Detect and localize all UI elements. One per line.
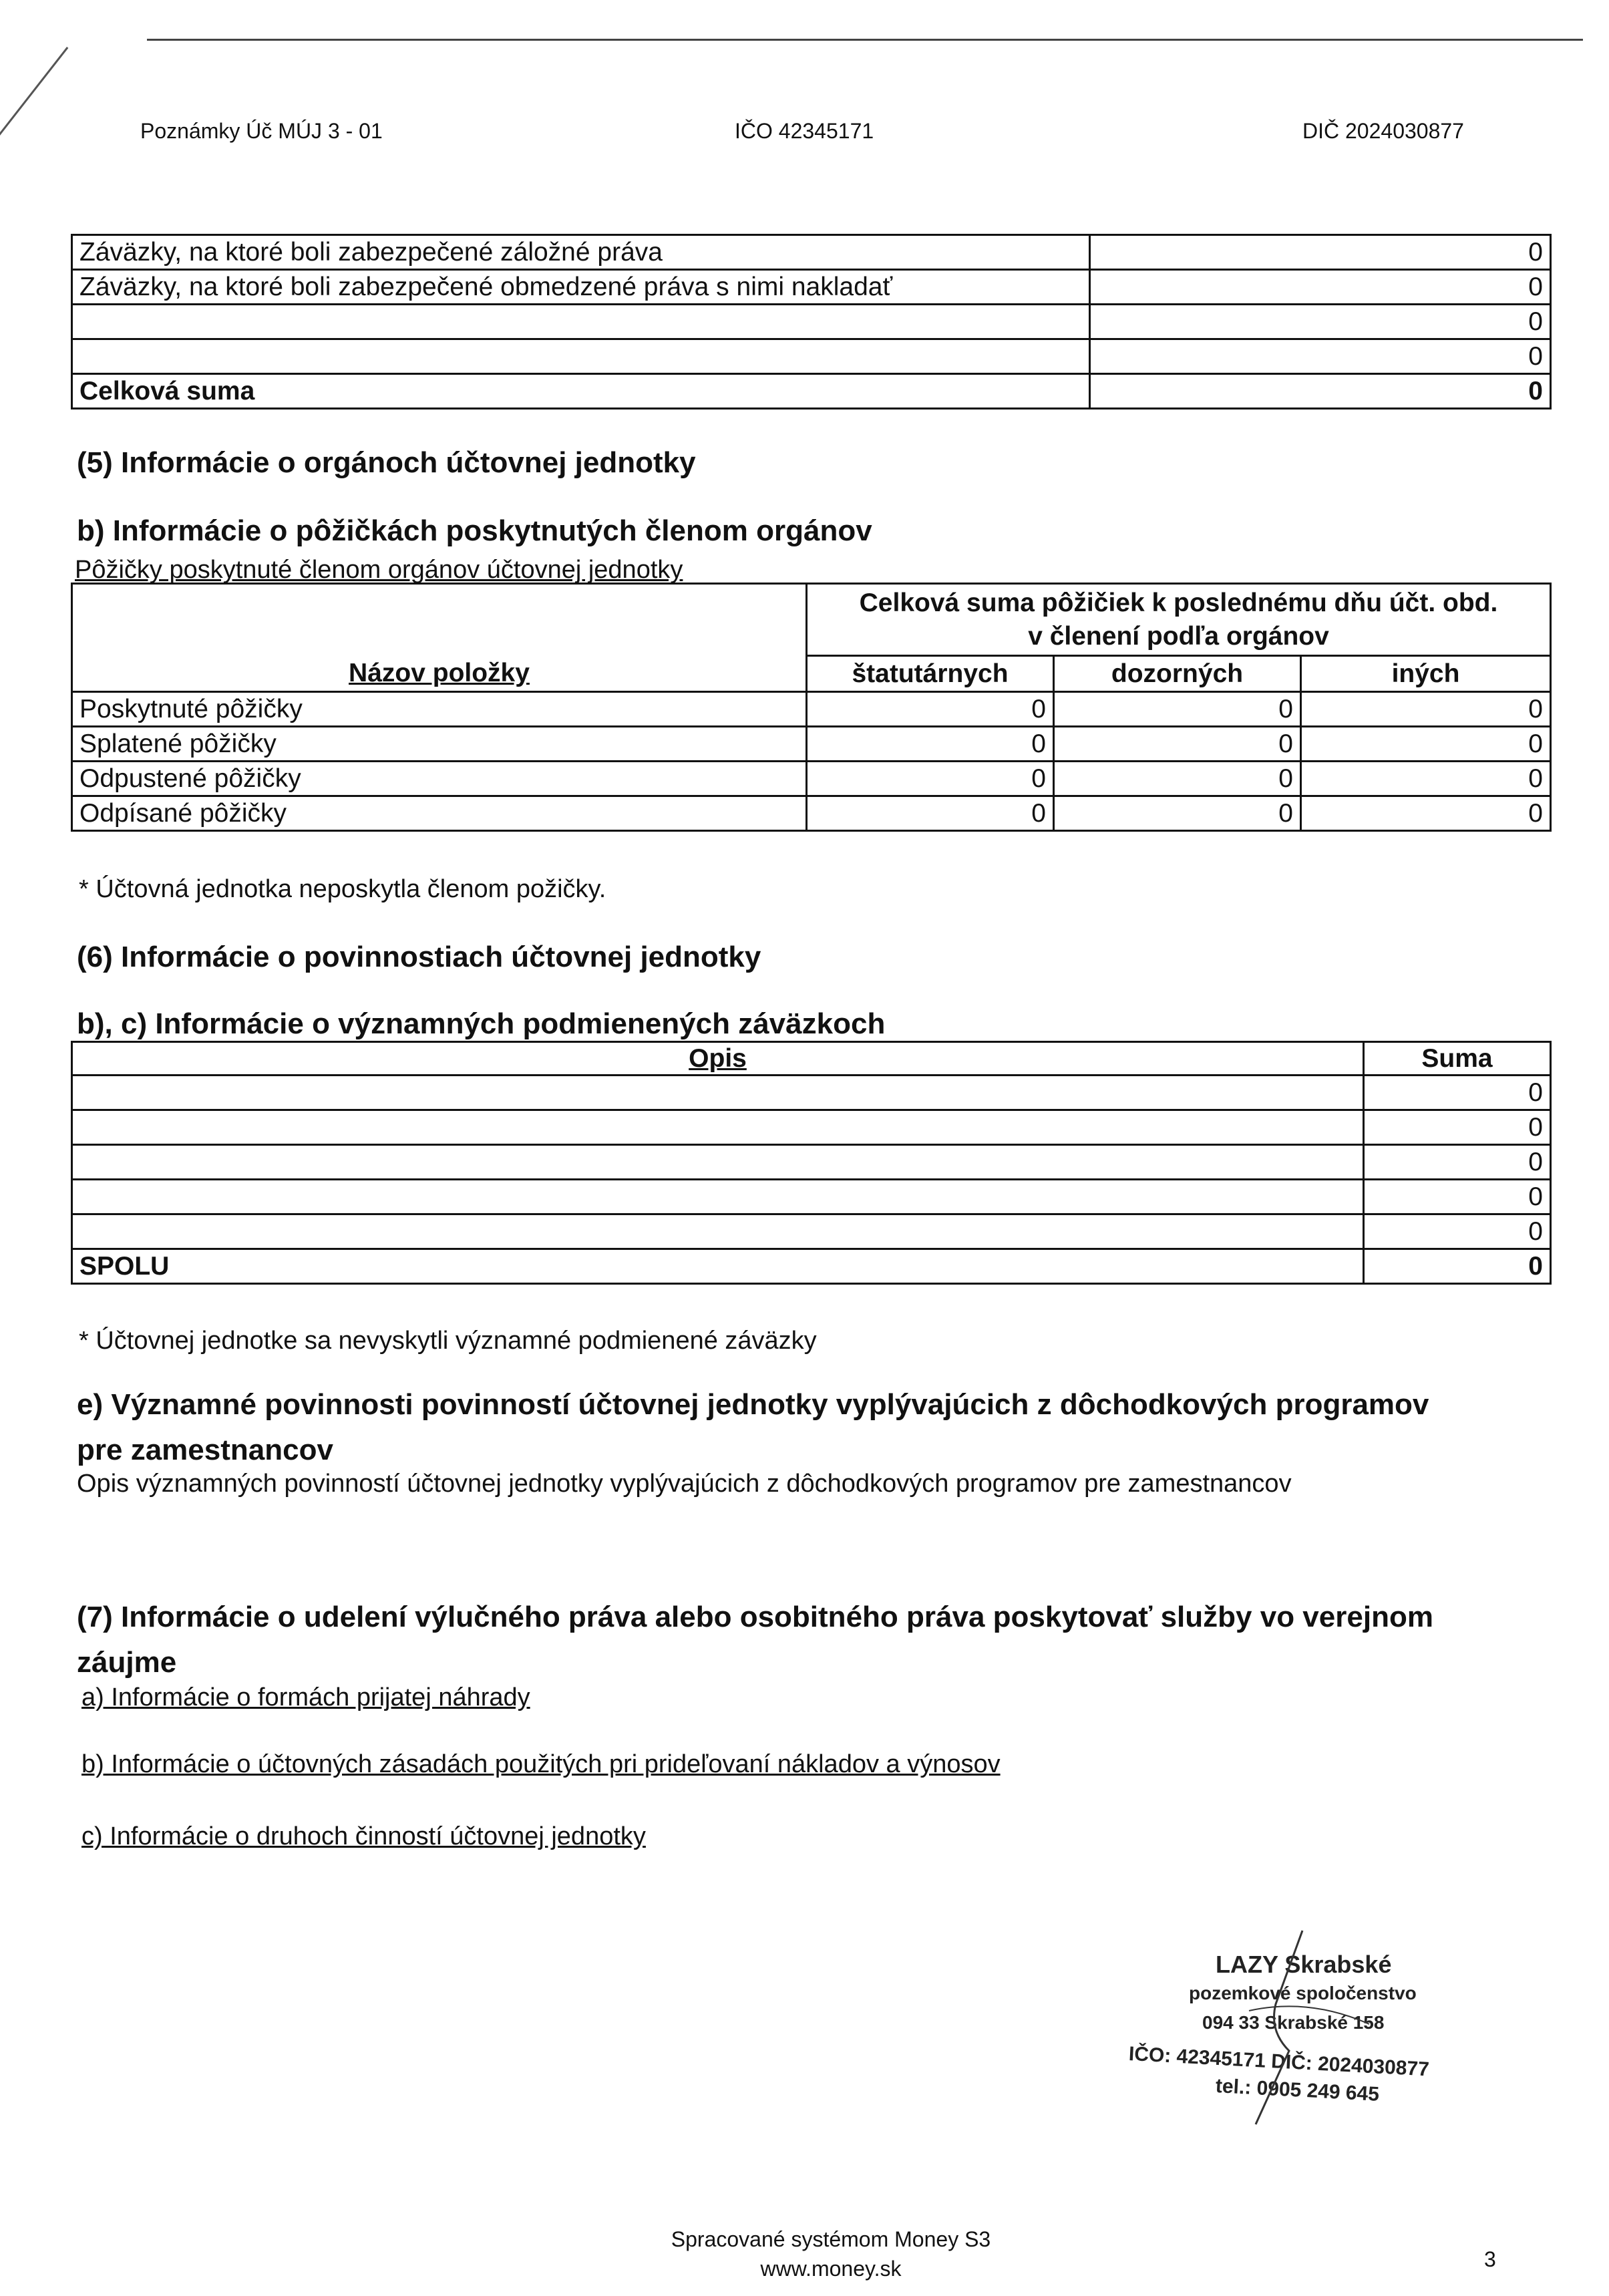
row-sum: 0: [1364, 1145, 1551, 1180]
row-v2: 0: [1054, 762, 1301, 796]
row-label: Poskytnuté pôžičky: [72, 692, 807, 727]
header-ico: IČO 42345171: [735, 119, 874, 143]
table-row: [72, 762, 1551, 796]
section7-title-line2: záujme: [77, 1646, 177, 1679]
table-row: [72, 727, 1551, 762]
group-header-line2: v členení podľa orgánov: [1028, 621, 1329, 651]
table-row: [72, 1110, 1551, 1145]
section5-caption: Pôžičky poskytnuté členom orgánov účtovnej jednotky: [75, 556, 683, 584]
row-value: 0: [1090, 305, 1551, 339]
section6-sub-e-line1: e) Významné povinnosti povinností účtovnej jednotky vyplývajúcich z dôchodkových programov: [77, 1388, 1429, 1421]
stamp-line2: pozemkové spoločenstvo: [1189, 1983, 1417, 2003]
stamp-line1: LAZY Skrabské: [1216, 1951, 1392, 1978]
scan-fold-line: [0, 47, 68, 275]
row-value: 0: [1090, 235, 1551, 270]
scan-edge-line: [147, 39, 1583, 41]
header-dic: DIČ 2024030877: [1302, 119, 1464, 143]
section6-title: (6) Informácie o povinnostiach účtovnej jednotky: [77, 941, 761, 973]
contingent-liabilities-table: [71, 1041, 1552, 1285]
table-row: [72, 692, 1551, 727]
col-supervisory-header: dozorných: [1054, 656, 1301, 692]
col-name-header: Názov položky: [72, 656, 807, 692]
row-v3: 0: [1301, 762, 1551, 796]
col-other-header: iných: [1301, 656, 1551, 692]
section7-title-line1: (7) Informácie o udelení výlučného práva alebo osobitného práva poskytovať služby vo verejnom: [77, 1601, 1433, 1633]
row-v1: 0: [807, 727, 1054, 762]
table-row: [72, 339, 1551, 374]
table-row: [72, 235, 1551, 270]
col-statutory-header: štatutárnych: [807, 656, 1054, 692]
footer-line2: www.money.sk: [760, 2257, 902, 2281]
section5-note: * Účtovná jednotka neposkytla členom požičky.: [79, 875, 606, 903]
section5-title: (5) Informácie o orgánoch účtovnej jednotky: [77, 446, 696, 479]
row-value: 0: [1090, 339, 1551, 374]
col-sum-header: Suma: [1364, 1042, 1551, 1076]
total-value: 0: [1364, 1249, 1551, 1284]
row-desc: [72, 1145, 1364, 1180]
row-label: Splatené pôžičky: [72, 727, 807, 762]
row-label: Odpísané pôžičky: [72, 796, 807, 831]
row-v2: 0: [1054, 692, 1301, 727]
row-label: [72, 339, 1090, 374]
col-desc-header: Opis: [72, 1042, 1364, 1076]
total-value: 0: [1090, 374, 1551, 409]
group-header: [807, 584, 1551, 656]
table-row: [72, 1214, 1551, 1249]
table-row: [72, 1145, 1551, 1180]
row-label: Záväzky, na ktoré boli zabezpečené obmedzené práva s nimi nakladať: [72, 270, 1090, 305]
row-desc: [72, 1180, 1364, 1214]
table-row: [72, 1076, 1551, 1110]
loans-table: [71, 583, 1552, 832]
row-label: [72, 305, 1090, 339]
footer-line1: Spracované systémom Money S3: [671, 2227, 991, 2251]
liabilities-table: [71, 234, 1552, 409]
section6-note: * Účtovnej jednotke sa nevyskytli významné podmienené záväzky: [79, 1327, 817, 1355]
table-row: [72, 270, 1551, 305]
table-row: [72, 1180, 1551, 1214]
row-label: Záväzky, na ktoré boli zabezpečené záložné práva: [72, 235, 1090, 270]
row-desc: [72, 1076, 1364, 1110]
stamp-line4: IČO: 42345171 DIČ: 2024030877: [1128, 2043, 1430, 2081]
group-header-line1: Celková suma pôžičiek k poslednému dňu účt. obd.: [859, 588, 1498, 617]
row-v3: 0: [1301, 692, 1551, 727]
total-label: Celková suma: [72, 374, 1090, 409]
section5-sub-b: b) Informácie o pôžičkách poskytnutých členom orgánov: [77, 514, 872, 547]
row-desc: [72, 1214, 1364, 1249]
row-v2: 0: [1054, 796, 1301, 831]
row-v1: 0: [807, 762, 1054, 796]
row-sum: 0: [1364, 1110, 1551, 1145]
header-form-code: Poznámky Úč MÚJ 3 - 01: [140, 119, 383, 143]
row-label: Odpustené pôžičky: [72, 762, 807, 796]
row-v2: 0: [1054, 727, 1301, 762]
stamp-line3: 094 33 Skrabské 158: [1202, 2012, 1385, 2033]
table-row: [72, 305, 1551, 339]
row-v3: 0: [1301, 727, 1551, 762]
row-value: 0: [1090, 270, 1551, 305]
row-sum: 0: [1364, 1180, 1551, 1214]
section6-sub-bc: b), c) Informácie o významných podmienených záväzkoch: [77, 1007, 886, 1040]
section7-c: c) Informácie o druhoch činností účtovnej jednotky: [81, 1822, 646, 1850]
signature-scribble: [1176, 1924, 1443, 2138]
row-desc: [72, 1110, 1364, 1145]
total-row: [72, 374, 1551, 409]
section6-sub-e-desc: Opis významných povinností účtovnej jednotky vyplývajúcich z dôchodkových programov pre zamestnancov: [77, 1470, 1292, 1498]
total-label: SPOLU: [72, 1249, 1364, 1284]
row-v1: 0: [807, 796, 1054, 831]
row-sum: 0: [1364, 1214, 1551, 1249]
section7-a: a) Informácie o formách prijatej náhrady: [81, 1683, 530, 1711]
total-row: [72, 1249, 1551, 1284]
row-v1: 0: [807, 692, 1054, 727]
section6-sub-e-line2: pre zamestnancov: [77, 1434, 333, 1466]
page-number: 3: [1484, 2247, 1496, 2271]
row-sum: 0: [1364, 1076, 1551, 1110]
table-row: [72, 796, 1551, 831]
stamp-line5: tel.: 0905 249 645: [1215, 2075, 1380, 2106]
row-v3: 0: [1301, 796, 1551, 831]
section7-b: b) Informácie o účtovných zásadách použitých pri prideľovaní nákladov a výnosov: [81, 1750, 1001, 1778]
blank-header-cell: [72, 584, 807, 656]
